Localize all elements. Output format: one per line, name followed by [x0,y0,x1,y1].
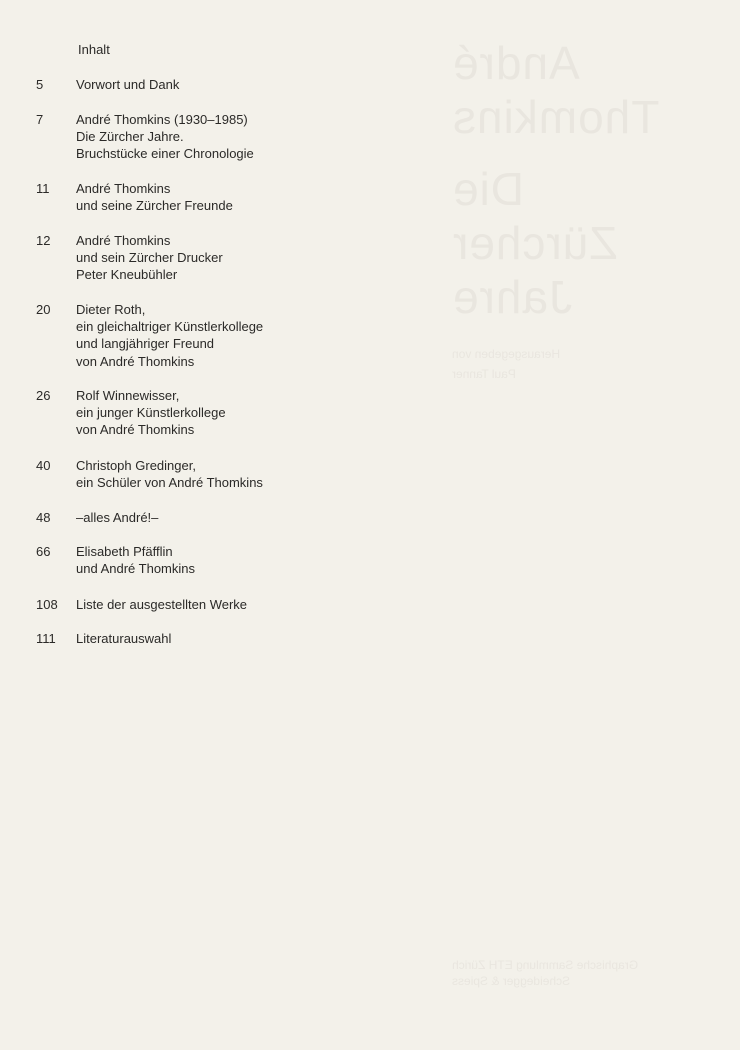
toc-page-number: 48 [36,510,51,525]
toc-title-line: André Thomkins [76,181,171,196]
toc-title-line: Literaturauswahl [76,631,172,646]
toc-entry-title [76,596,396,613]
toc-title-line: –alles André!– [76,510,159,525]
toc-entry-title [76,543,396,577]
show-through-title [452,36,692,382]
toc-title-line: ein junger Künstlerkollege [76,405,226,421]
toc-title-line: Christoph Gredinger, [76,458,196,473]
toc-entry-title [76,630,396,647]
toc-entry-title [76,232,396,284]
toc-title-line: und sein Zürcher Drucker [76,250,223,266]
toc-title-line: Elisabeth Pfäfflin [76,544,173,559]
toc-title-line: Vorwort und Dank [76,77,180,92]
toc-title-line: Peter Kneubühler [76,267,178,283]
toc-title-line: André Thomkins [76,233,171,248]
toc-page-number: 5 [36,77,44,92]
toc-title-line: Bruchstücke einer Chronologie [76,146,254,162]
toc-entry-title [76,387,396,439]
toc-page-number: 26 [36,388,51,403]
toc-title-line: ein Schüler von André Thomkins [76,475,263,491]
show-through-footer [452,957,692,989]
toc-heading: Inhalt [78,42,110,57]
toc-entry-title [76,180,396,214]
toc-title-line: André Thomkins (1930–1985) [76,112,248,127]
show-through-title-line: Jahre [452,271,573,323]
toc-title-line: von André Thomkins [76,353,195,369]
toc-title-line: Die Zürcher Jahre. [76,129,184,145]
toc-entry-title [76,111,396,163]
toc-title-line: und seine Zürcher Freunde [76,198,233,214]
toc-page-number: 7 [36,112,44,127]
toc-title-line: und André Thomkins [76,561,195,577]
show-through-title-line: André [452,37,580,89]
toc-title-line: und langjähriger Freund [76,336,215,352]
toc-entry-title [76,76,396,93]
toc-page-number: 108 [36,597,58,612]
toc-entry-title [76,509,396,526]
toc-page-number: 40 [36,458,51,473]
show-through-title-line: Zürcher [452,217,618,269]
show-through-subtitle-line: Herausgegeben von [452,347,561,361]
show-through-footer-line: Scheidegger & Spiess [452,974,571,988]
toc-page-number: 12 [36,233,51,248]
toc-title-line: ein gleichaltriger Künstlerkollege [76,319,264,335]
show-through-title-line: Die [452,163,525,215]
toc-page-number: 66 [36,544,51,559]
toc-title-line: Liste der ausgestellten Werke [76,597,248,612]
toc-page-number: 20 [36,302,51,317]
toc-entry-title [76,457,396,491]
toc-title-line: von André Thomkins [76,422,195,438]
show-through-subtitle-line: Paul Tanner [452,367,516,381]
toc-page-number: 11 [36,181,50,196]
show-through-title-line: Thomkins [452,91,660,143]
toc-title-line: Dieter Roth, [76,302,146,317]
toc-page-number: 111 [36,631,56,646]
toc-entry-title [76,301,396,370]
toc-title-line: Rolf Winnewisser, [76,388,180,403]
show-through-footer-line: Graphische Sammlung ETH Zürich [452,958,639,972]
